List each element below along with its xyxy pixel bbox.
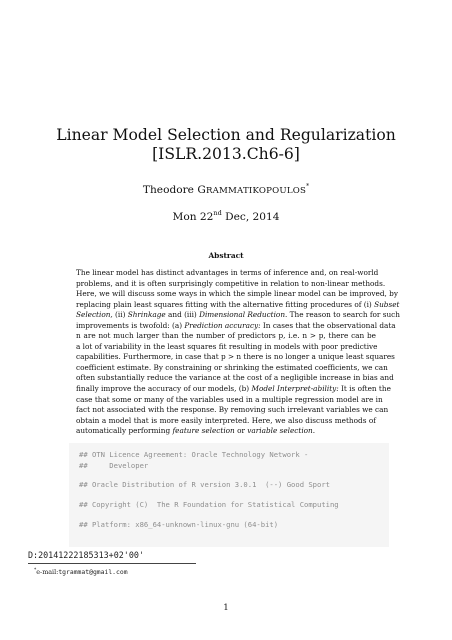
code-line: ## OTN Licence Agreement: Oracle Technology Network - — [79, 450, 309, 459]
author-last-name — [197, 186, 306, 196]
abstract-line: The linear model has distinct advantages in terms of inference and, on real-world — [76, 268, 379, 277]
abstract-line: a lot of variability in the least squares fit resulting in models with poor predictive — [76, 341, 378, 351]
footnote — [34, 566, 128, 577]
abstract-line: improvements is twofold: (a) Prediction accuracy: In cases that the observational data — [76, 320, 396, 330]
abstract-line: finally improve the accuracy of our models, (b) Model Interpret-ability: It is often the — [76, 384, 391, 394]
author-first-name: Theodore — [142, 184, 194, 196]
abstract-line: case that some or many of the variables used in a multiple regression model are in — [76, 394, 383, 404]
abstract-line: problems, and it is often surprisingly competitive in relation to non-linear methods. — [76, 278, 386, 288]
code-line: ## Developer — [79, 460, 149, 470]
author-last-rest: RAMMATIKOPOULOS — [205, 186, 307, 196]
abstract-line: fact not associated with the response. By removing such irrelevant variables we can — [76, 405, 389, 415]
author-footnote-mark: * — [306, 183, 310, 190]
abstract-line: capabilities. Furthermore, in case that p > n there is no longer a unique least squares — [76, 352, 395, 362]
date-day: Mon 22 — [172, 211, 214, 223]
paper-date — [40, 207, 412, 224]
author-last-initial: G — [197, 184, 206, 196]
code-line: ## Platform: x86_64-unknown-linux-gnu (64-bit) — [79, 520, 279, 529]
date-rest: Dec, 2014 — [221, 211, 280, 223]
code-line: ## Oracle Distribution of R version 3.0.1 (--) Good Sport — [79, 480, 330, 489]
paper-title — [40, 126, 412, 164]
abstract-line: often substantially reduce the variance at the cost of a negligible increase in bias and — [76, 373, 394, 383]
abstract-body — [76, 268, 400, 437]
abstract-line: obtain a model that is more easily interpreted. Here, we also discuss methods of — [76, 415, 376, 425]
abstract-line: n are not much larger than the number of predictors p, i.e. n > p, there can be — [76, 331, 376, 341]
abstract-line: Here, we will discuss some ways in which the simple linear model can be improved, by — [76, 289, 398, 299]
abstract-line: replacing plain least squares fitting with the alternative fitting procedures of (i) Subset — [76, 299, 400, 309]
page-number: 1 — [223, 603, 229, 613]
code-block — [69, 443, 389, 547]
date-ordinal: nd — [213, 209, 222, 217]
title-line-2: [ISLR.2013.Ch6-6] — [152, 145, 300, 163]
abstract-line: coefficient estimate. By constraining or shrinking the estimated coefficients, we can — [76, 362, 388, 372]
footnote-email[interactable]: tgrammat@gmail.com — [58, 568, 128, 576]
abstract-heading: Abstract — [208, 251, 244, 260]
abstract-line: Selection, (ii) Shrinkage and (iii) Dimensional Reduction. The reason to search for such — [76, 310, 400, 320]
author-line — [40, 180, 412, 198]
code-line: ## Copyright (C) The R Foundation for Statistical Computing — [79, 500, 339, 509]
title-line-1: Linear Model Selection and Regularization — [56, 126, 396, 144]
footnote-divider — [28, 563, 196, 564]
pdf-date-stamp: D:20141222185313+02'00' — [28, 550, 144, 560]
footnote-mark: * — [34, 568, 37, 573]
abstract-line: automatically performing feature selection or variable selection. — [76, 426, 316, 436]
footnote-label: e-mail: — [36, 568, 59, 576]
